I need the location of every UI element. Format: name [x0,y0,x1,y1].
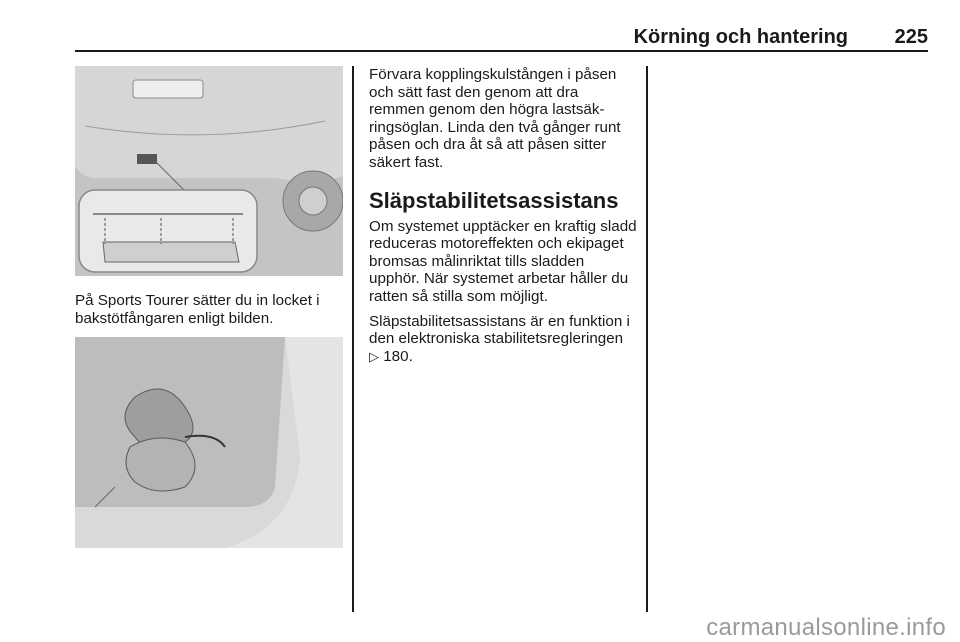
header-title: Körning och hantering [633,26,848,48]
reference-arrow-icon: ▷ [369,348,379,364]
header-rule [75,50,928,52]
watermark: carmanualsonline.info [706,614,946,641]
paragraph-1: Förvara kopplingskulstången i påsen och sätt fast den genom att dra remmen genom den högra lastsäkringsöglan. Linda den två gånger runt påsen och dra åt så att påsen sitter säkert fast. [369,66,621,171]
towbar-bag-illustration [75,337,343,548]
column-2 [369,66,637,372]
bumper-cover-illustration [75,66,343,276]
paragraph-2: Om systemet upptäcker en kraftig sladd reduceras motoreffekten och ekipaget bromsas målinriktat tills sladden upphör. När systemet arbetar håller du ratten så stilla som möjligt. [369,217,637,305]
page-number: 225 [894,26,928,48]
paragraph-3-text: Släpstabilitetsassistans är en funktion i den elektroniska stabilitetsregleringen [369,312,630,348]
paragraph-3 [369,313,637,366]
column-divider-right [646,66,648,612]
section-heading: Släpstabilitetsassistans [369,187,619,213]
column-divider-left [352,66,354,612]
paragraph-3-page-ref[interactable]: 180. [383,347,413,365]
figure1-caption: På Sports Tourer sätter du in locket i bakstötfångaren enligt bilden. [75,292,320,327]
